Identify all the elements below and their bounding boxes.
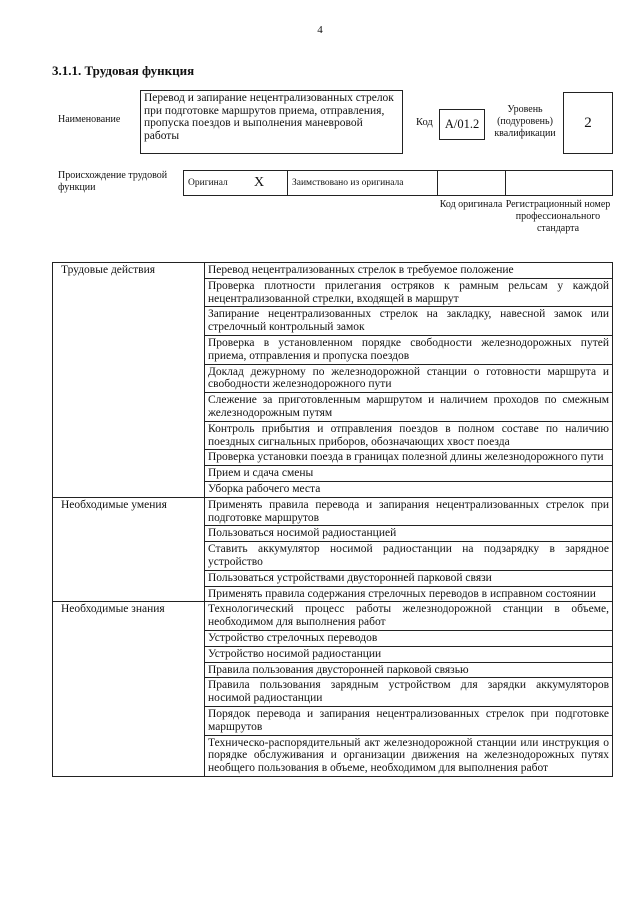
level-value-box: 2	[563, 92, 613, 154]
section-title-continuation	[53, 278, 205, 307]
borrowed-label: Заимствовано из оригинала	[292, 178, 404, 188]
section-title-continuation	[53, 421, 205, 450]
table-item: Пользоваться устройствами двусторонней парковой связи	[205, 570, 613, 586]
table-item: Технологический процесс работы железнодорожной станции в объеме, необходимом для выполнения работ	[205, 602, 613, 631]
table-item: Устройство носимой радиостанции	[205, 646, 613, 662]
table-row	[53, 706, 613, 735]
table-row	[53, 542, 613, 571]
table-item: Перевод нецентрализованных стрелок в требуемое положение	[205, 263, 613, 279]
section-title: Необходимые знания	[53, 602, 205, 631]
table-item: Ставить аккумулятор носимой радиостанции на подзарядку в зарядное устройство	[205, 542, 613, 571]
code-label: Код	[416, 117, 433, 128]
table-row	[53, 497, 613, 526]
function-name-box: Перевод и запирание нецентрализованных стрелок при подготовке маршрутов приема, отправления, пропуска поездов и выполнения маневровой работы	[140, 90, 403, 154]
table-row	[53, 602, 613, 631]
table-row	[53, 586, 613, 602]
section-title-continuation	[53, 630, 205, 646]
functions-table	[52, 262, 613, 777]
origin-original-cell	[184, 171, 288, 195]
table-item: Порядок перевода и запирания нецентрализованных стрелок при подготовке маршрутов	[205, 706, 613, 735]
table-row	[53, 335, 613, 364]
reg-caption: Регистрационный номер профессионального стандарта	[505, 199, 611, 234]
table-item: Проверка плотности прилегания остряков к рамным рельсам у каждой нецентрализованной стрелки, входящей в маршрут	[205, 278, 613, 307]
origin-borrowed-cell	[288, 171, 438, 195]
table-item: Прием и сдача смены	[205, 466, 613, 482]
table-item: Правила пользования зарядным устройством для зарядки аккумуляторов носимой радиостанции	[205, 678, 613, 707]
table-row	[53, 466, 613, 482]
code-caption: Код оригинала	[439, 199, 503, 210]
section-title: Необходимые умения	[53, 497, 205, 526]
table-row	[53, 735, 613, 776]
section-title-continuation	[53, 450, 205, 466]
table-row	[53, 421, 613, 450]
section-title-continuation	[53, 678, 205, 707]
table-row	[53, 678, 613, 707]
table-row	[53, 630, 613, 646]
table-row	[53, 662, 613, 678]
table-item: Пользоваться носимой радиостанцией	[205, 526, 613, 542]
section-heading: 3.1.1. Трудовая функция	[52, 63, 195, 78]
table-item: Правила пользования двусторонней парковой связью	[205, 662, 613, 678]
original-mark: X	[254, 175, 265, 190]
table-item: Применять правила перевода и запирания нецентрализованных стрелок при подготовке маршрутов	[205, 497, 613, 526]
section-title: Трудовые действия	[53, 263, 205, 279]
table-row	[53, 278, 613, 307]
section-title-continuation	[53, 481, 205, 497]
table-item: Контроль прибытия и отправления поездов в полном составе по наличию поездных сигнальных приборов, обозначающих хвост поезда	[205, 421, 613, 450]
table-item: Техническо-распорядительный акт железнодорожной станции или инструкция о порядке обслуживания и организации движения на железнодорожных путях необщего пользования в объеме, необходимом для выполнения работ	[205, 735, 613, 776]
table-row	[53, 450, 613, 466]
section-title-continuation	[53, 335, 205, 364]
table-item: Уборка рабочего места	[205, 481, 613, 497]
table-row	[53, 393, 613, 422]
table-row	[53, 646, 613, 662]
table-item: Применять правила содержания стрелочных переводов в исправном состоянии	[205, 586, 613, 602]
section-title-continuation	[53, 364, 205, 393]
level-label: Уровень (подуровень) квалификации	[494, 104, 556, 139]
section-title-continuation	[53, 466, 205, 482]
section-title-continuation	[53, 542, 205, 571]
section-title-continuation	[53, 735, 205, 776]
table-row	[53, 364, 613, 393]
table-item: Устройство стрелочных переводов	[205, 630, 613, 646]
page-number: 4	[317, 24, 323, 36]
section-title-continuation	[53, 586, 205, 602]
table-row	[53, 570, 613, 586]
section-title-continuation	[53, 646, 205, 662]
origin-row	[183, 170, 613, 196]
origin-label: Происхождение трудовой функции	[58, 170, 168, 193]
section-title-continuation	[53, 307, 205, 336]
section-title-continuation	[53, 570, 205, 586]
table-item: Проверка установки поезда в границах полезной длины железнодорожного пути	[205, 450, 613, 466]
table-item: Доклад дежурному по железнодорожной станции о готовности маршрута и свободности железнодорожного пути	[205, 364, 613, 393]
table-row	[53, 481, 613, 497]
code-value-box: A/01.2	[439, 109, 485, 140]
table-row	[53, 263, 613, 279]
section-title-continuation	[53, 662, 205, 678]
table-row	[53, 307, 613, 336]
table-item: Запирание нецентрализованных стрелок на закладку, навесной замок или стрелочный контрольный замок	[205, 307, 613, 336]
table-item: Слежение за приготовленным маршрутом и наличием проходов по смежным железнодорожным путям	[205, 393, 613, 422]
section-title-continuation	[53, 706, 205, 735]
name-label: Наименование	[58, 114, 121, 125]
origin-code-cell	[438, 171, 506, 195]
table-item: Проверка в установленном порядке свободности железнодорожных путей приема, отправления и пропуска поездов	[205, 335, 613, 364]
section-title-continuation	[53, 526, 205, 542]
section-title-continuation	[53, 393, 205, 422]
origin-reg-cell	[506, 171, 612, 195]
table-row	[53, 526, 613, 542]
original-label: Оригинал	[188, 178, 228, 188]
